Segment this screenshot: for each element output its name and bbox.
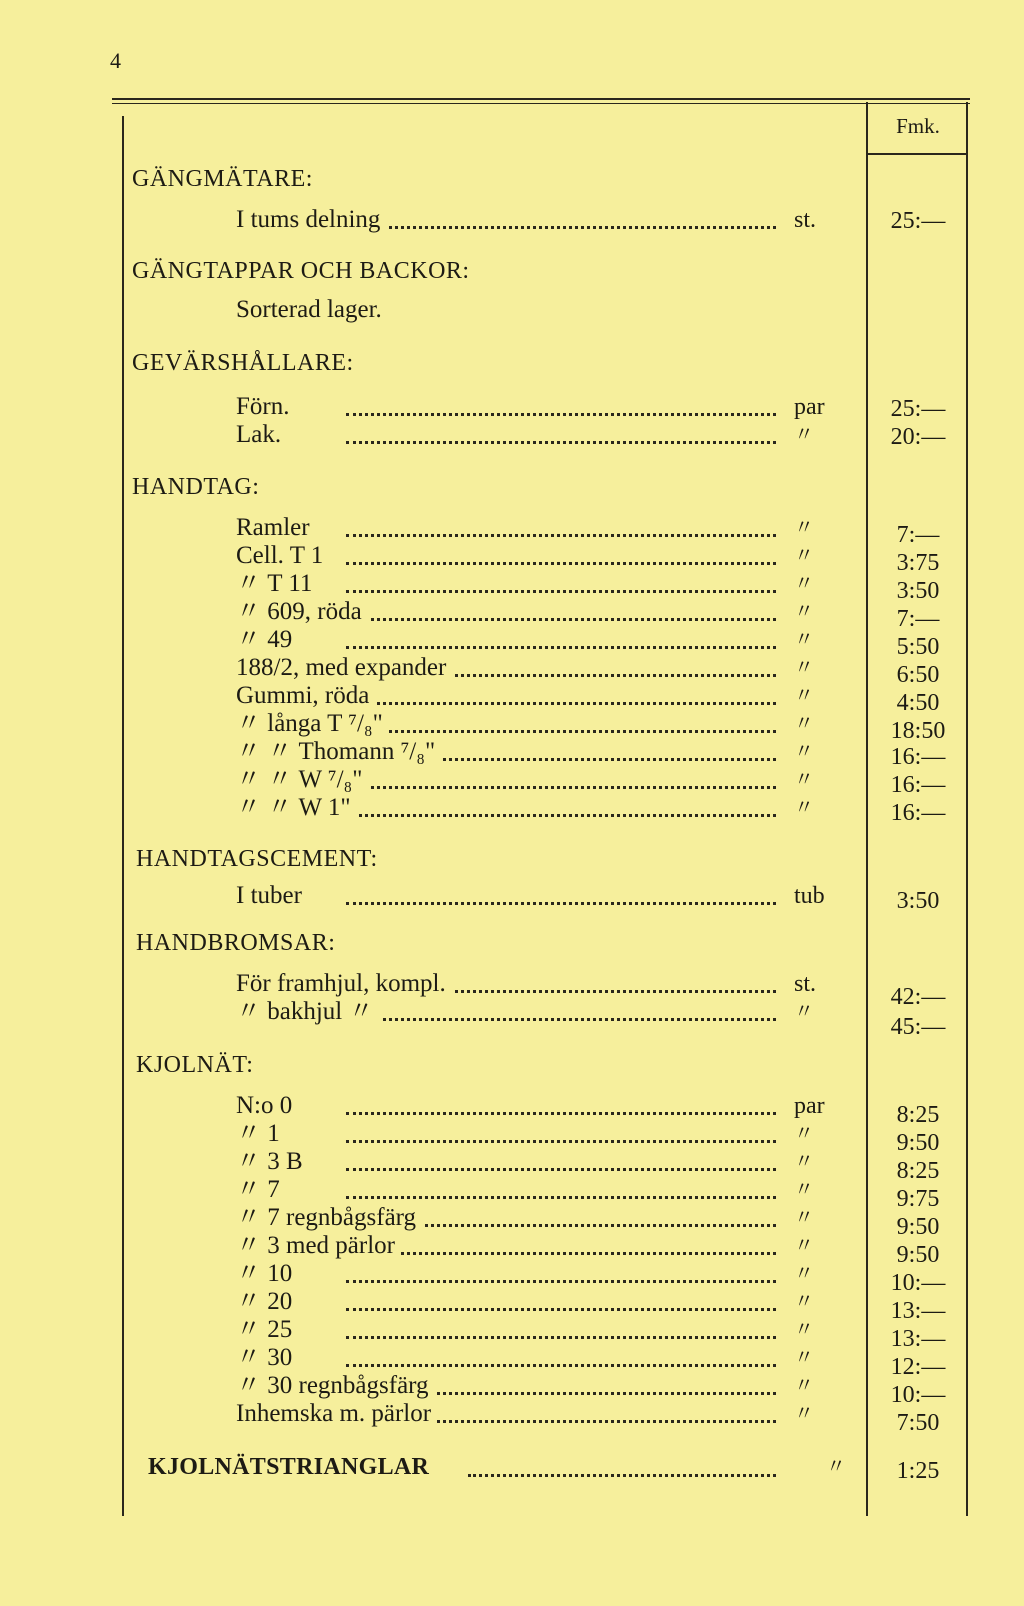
list-item: [236, 296, 836, 324]
item-price: 5:50: [896, 634, 940, 660]
list-item: [236, 1260, 836, 1288]
leader-dots: [346, 413, 776, 416]
list-item: [236, 1148, 836, 1176]
item-desc: 〃 1: [236, 1120, 286, 1148]
item-desc: I tums delning: [236, 206, 386, 234]
item-price: 7:—: [896, 522, 940, 548]
list-item: [236, 206, 836, 234]
item-desc: Gummi, röda: [236, 682, 375, 710]
left-border: [122, 116, 124, 1516]
item-desc: 〃 3 med pärlor: [236, 1232, 401, 1260]
item-desc: 〃 609, röda: [236, 598, 368, 626]
item-desc: 〃 49: [236, 626, 298, 654]
item-desc: 〃 〃 Thomann ⁷/₈": [236, 738, 441, 766]
leader-dots: [346, 1280, 776, 1283]
list-item: [236, 1400, 836, 1428]
list-item: [236, 1092, 836, 1120]
item-price: 3:75: [896, 550, 940, 576]
item-price: 8:25: [896, 1158, 940, 1184]
item-desc: KJOLNÄTSTRIANGLAR: [148, 1452, 435, 1482]
list-item: [236, 598, 836, 626]
item-desc: För framhjul, kompl.: [236, 970, 452, 998]
leader-dots: [346, 1364, 776, 1367]
item-unit: st.: [794, 207, 817, 233]
item-desc: Ramler: [236, 514, 316, 542]
item-price: 12:—: [890, 1354, 946, 1380]
item-unit: 〃: [794, 1151, 814, 1173]
list-item: [236, 738, 836, 766]
item-unit: 〃: [794, 1375, 814, 1397]
list-item: [236, 654, 836, 682]
item-price: 9:50: [896, 1214, 940, 1240]
item-desc: I tuber: [236, 882, 308, 910]
item-price: 9:75: [896, 1186, 940, 1212]
list-item: [236, 1372, 836, 1400]
leader-dots: [346, 1140, 776, 1143]
leader-dots: [346, 1018, 776, 1021]
item-desc: N:o 0: [236, 1092, 298, 1120]
item-unit: 〃: [794, 741, 814, 763]
item-desc: 〃 30: [236, 1344, 298, 1372]
leader-dots: [346, 730, 776, 733]
item-unit: 〃: [826, 1456, 846, 1478]
item-price: 18:50: [890, 718, 946, 744]
leader-dots: [346, 1112, 776, 1115]
item-price: 4:50: [896, 690, 940, 716]
list-item: [148, 1452, 846, 1482]
leader-dots: [346, 1196, 776, 1199]
item-unit: 〃: [794, 1319, 814, 1341]
list-item: [236, 1176, 836, 1204]
leader-dots: [346, 702, 776, 705]
item-desc: Förn.: [236, 393, 295, 421]
item-desc: Inhemska m. pärlor: [236, 1400, 437, 1428]
item-desc: Sorterad lager.: [236, 296, 388, 324]
list-item: [236, 794, 836, 822]
item-unit: 〃: [794, 1179, 814, 1201]
item-price: 16:—: [890, 800, 946, 826]
list-item: [236, 570, 836, 598]
list-item: [236, 710, 836, 738]
leader-dots: [346, 1336, 776, 1339]
item-unit: 〃: [794, 1291, 814, 1313]
item-desc: 〃 30 regnbågsfärg: [236, 1372, 435, 1400]
item-unit: 〃: [794, 573, 814, 595]
leader-dots: [346, 534, 776, 537]
item-price: 8:25: [896, 1102, 940, 1128]
list-item: [236, 421, 836, 449]
item-unit: par: [794, 1093, 825, 1119]
item-desc: 188/2, med expander: [236, 654, 452, 682]
item-price: 45:—: [890, 1014, 946, 1040]
list-item: [236, 970, 836, 998]
leader-dots: [346, 226, 776, 229]
section-heading: GÄNGTAPPAR OCH BACKOR:: [132, 258, 470, 284]
currency-header: Fmk.: [896, 114, 940, 138]
leader-dots: [346, 590, 776, 593]
item-unit: st.: [794, 971, 817, 997]
item-desc: Cell. T 1: [236, 542, 329, 570]
list-item: [236, 998, 836, 1026]
item-unit: 〃: [794, 685, 814, 707]
item-unit: 〃: [794, 1123, 814, 1145]
top-double-rule: [112, 98, 970, 100]
item-unit: 〃: [794, 1235, 814, 1257]
item-price: 20:—: [890, 424, 946, 450]
top-double-rule-thin: [112, 103, 970, 104]
section-heading: HANDTAG:: [132, 474, 260, 500]
item-price: 6:50: [896, 662, 940, 688]
item-price: 1:25: [896, 1458, 940, 1484]
item-desc: 〃 〃 W ⁷/₈": [236, 766, 368, 794]
item-price: 16:—: [890, 744, 946, 770]
item-desc: 〃 25: [236, 1316, 298, 1344]
item-price: 13:—: [890, 1326, 946, 1352]
item-price: 42:—: [890, 984, 946, 1010]
list-item: [236, 393, 836, 421]
item-desc: 〃 bakhjul 〃: [236, 998, 380, 1026]
list-item: [236, 1204, 836, 1232]
leader-dots: [346, 1168, 776, 1171]
leader-dots: [346, 902, 776, 905]
list-item: [236, 626, 836, 654]
item-desc: 〃 20: [236, 1288, 298, 1316]
item-unit: 〃: [794, 657, 814, 679]
item-desc: 〃 T 11: [236, 570, 318, 598]
item-desc: Lak.: [236, 421, 287, 449]
list-item: [236, 882, 836, 910]
item-desc: 〃 7: [236, 1176, 286, 1204]
list-item: [236, 1232, 836, 1260]
section-heading: HANDTAGSCEMENT:: [136, 846, 378, 872]
item-unit: 〃: [794, 424, 814, 446]
page-number: 4: [110, 48, 121, 73]
item-price: 7:50: [896, 1410, 940, 1436]
item-unit: 〃: [794, 517, 814, 539]
list-item: [236, 542, 836, 570]
item-unit: 〃: [794, 1207, 814, 1229]
item-unit: 〃: [794, 629, 814, 651]
list-item: [236, 1120, 836, 1148]
item-desc: 〃 7 regnbågsfärg: [236, 1204, 422, 1232]
item-price: 3:50: [896, 888, 940, 914]
section-heading: GÄNGMÄTARE:: [132, 166, 313, 192]
list-item: [236, 766, 836, 794]
item-desc: 〃 〃 W 1": [236, 794, 357, 822]
item-unit: 〃: [794, 545, 814, 567]
item-desc: 〃 10: [236, 1260, 298, 1288]
item-unit: 〃: [794, 1403, 814, 1425]
section-heading: HANDBROMSAR:: [136, 930, 336, 956]
item-price: 10:—: [890, 1270, 946, 1296]
item-unit: tub: [794, 883, 825, 909]
item-desc: 〃 3 B: [236, 1148, 309, 1176]
leader-dots: [346, 441, 776, 444]
item-unit: 〃: [794, 713, 814, 735]
section-heading: GEVÄRSHÅLLARE:: [132, 350, 354, 376]
list-item: [236, 682, 836, 710]
leader-dots: [346, 1252, 776, 1255]
item-price: 9:50: [896, 1130, 940, 1156]
list-item: [236, 1344, 836, 1372]
item-unit: 〃: [794, 1001, 814, 1023]
list-item: [236, 1316, 836, 1344]
leader-dots: [346, 562, 776, 565]
item-desc: 〃 långa T ⁷/₈": [236, 710, 389, 738]
section-heading: KJOLNÄT:: [136, 1052, 254, 1078]
leader-dots: [468, 1474, 776, 1477]
item-unit: 〃: [794, 1347, 814, 1369]
item-price: 16:—: [890, 772, 946, 798]
leader-dots: [346, 1308, 776, 1311]
item-price: 3:50: [896, 578, 940, 604]
list-item: [236, 514, 836, 542]
item-price: 9:50: [896, 1242, 940, 1268]
item-price: 25:—: [890, 208, 946, 234]
leader-dots: [346, 618, 776, 621]
item-price: 13:—: [890, 1298, 946, 1324]
item-unit: 〃: [794, 797, 814, 819]
item-unit: 〃: [794, 601, 814, 623]
item-price: 25:—: [890, 396, 946, 422]
item-price: 7:—: [896, 606, 940, 632]
item-unit: 〃: [794, 769, 814, 791]
leader-dots: [346, 814, 776, 817]
item-unit: par: [794, 394, 825, 420]
item-price: 10:—: [890, 1382, 946, 1408]
leader-dots: [346, 786, 776, 789]
leader-dots: [346, 646, 776, 649]
item-unit: 〃: [794, 1263, 814, 1285]
header-rule: [868, 153, 968, 155]
list-item: [236, 1288, 836, 1316]
